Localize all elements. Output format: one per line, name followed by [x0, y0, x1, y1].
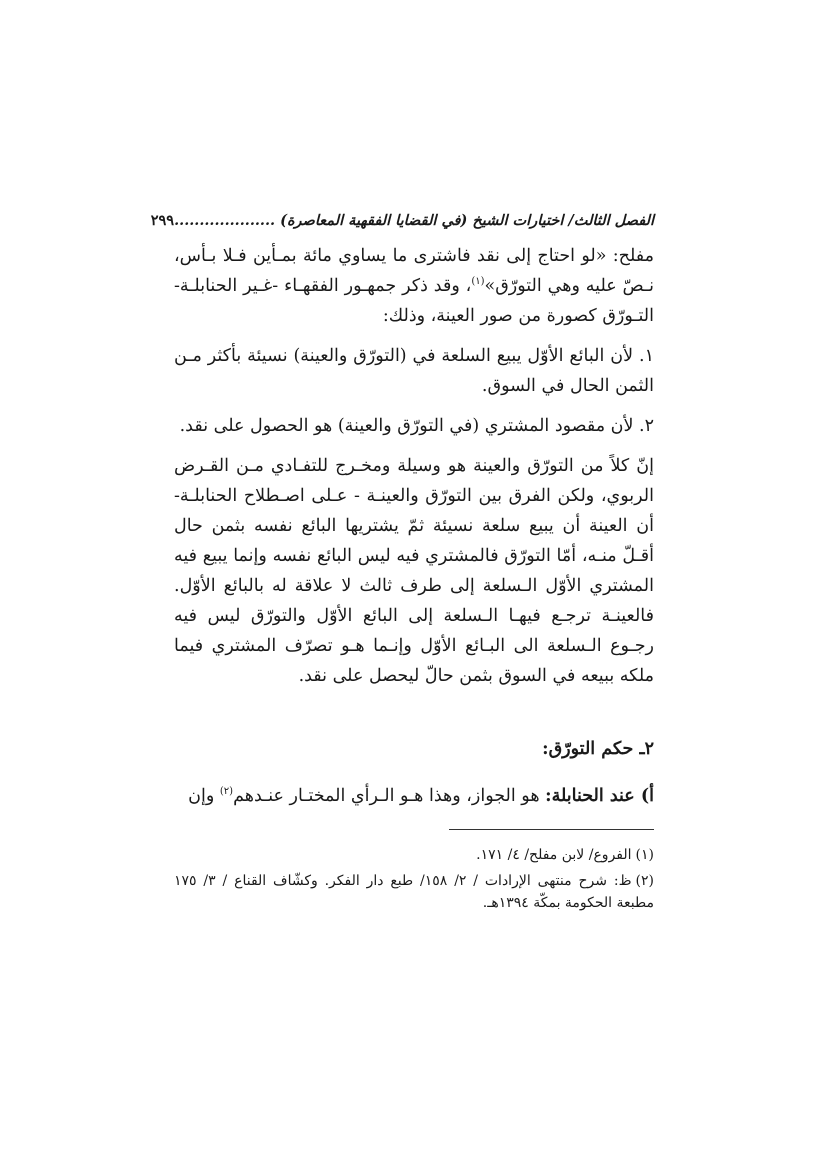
paragraph-5-lead: أ) عند الحنابلة:	[545, 786, 654, 806]
footnote-ref-2[interactable]: (٢)	[219, 786, 234, 798]
paragraph-1-tail: ، وقد ذكر جمهـور الفقهـاء -غـير الحنابلـة- التـورّق كصورة من صور العينة، وذلك:	[174, 276, 654, 326]
paragraph-2	[174, 341, 654, 401]
section-heading: ٢ـ حكم التورّق:	[542, 739, 654, 759]
footnote-2	[174, 870, 654, 914]
running-header-title: الفصل الثالث/ اختيارات الشيخ (في القضايا الفقهية المعاصرة) ....................	[174, 212, 654, 229]
footnote-1-text: الفروع/ لابن مفلح/ ٤/ ١٧١.	[476, 847, 632, 863]
page-number: ٢٩٩	[150, 212, 175, 229]
paragraph-4-text: إنّ كلاً من التورّق والعينة هو وسيلة ومخـرج للتفـادي مـن القـرض الربوي، ولكن الفرق بين التورّق والعينـة - عـلى اصـطلاح الحنابلـة- أن العينة أن يبيع سلعة نسيئة ثمّ يشتريها البائع نفسه بثمن حال أقـلّ منـه، أمّا التورّق فالمشتري فيه ليس البائع نفسه وإنما يبيع فيه المشتري الأوّل الـسلعة إلى طرف ثالث لا علاقة له بالبائع الأوّل. فالعينـة ترجـع فيهـا الـسلعة إلى البائع الأوّل والتورّق ليس فيه رجـوع الـسلعة الى البـائع الأوّل وإنـما هـو تصرّف المشتري فيما ملكه ببيعه في السوق بثمن حالّ ليحصل على نقد.	[174, 456, 654, 686]
paragraph-1-text: مفلح: «لو احتاج إلى نقد فاشترى ما يساوي مائة بمـأين فـلا بـأس، نـصّ عليه وهي التورّق»	[174, 246, 654, 296]
footnote-1	[174, 844, 654, 866]
book-page	[150, 212, 654, 918]
paragraph-5-text: هو الجواز، وهذا هـو الـرأي المختـار عنـدهم	[233, 786, 546, 806]
footnote-1-number: (١)	[635, 847, 654, 863]
paragraph-1	[174, 241, 654, 331]
running-header	[150, 212, 654, 229]
paragraph-2-text: ١. لأن البائع الأوّل يبيع السلعة في (التورّق والعينة) نسيئة بأكثر مـن الثمن الحال في السوق.	[174, 346, 654, 396]
paragraph-5	[174, 781, 654, 811]
paragraph-5-tail: وإن	[188, 786, 220, 806]
paragraph-3-text: ٢. لأن مقصود المشتري (في التورّق والعينة) هو الحصول على نقد.	[179, 416, 654, 436]
paragraph-4	[174, 451, 654, 691]
footnote-2-number: (٢)	[635, 873, 654, 889]
footnote-divider	[449, 829, 654, 830]
footnote-ref-1[interactable]: (١)	[471, 276, 485, 288]
footnote-2-text: ظ: شرح منتهى الإرادات / ٢/ ١٥٨/ طبع دار الفكر. وكشّاف القناع / ٣/ ١٧٥ مطبعة الحكومة بمكّة ١٣٩٤هـ.	[174, 873, 654, 911]
paragraph-3	[174, 411, 654, 441]
